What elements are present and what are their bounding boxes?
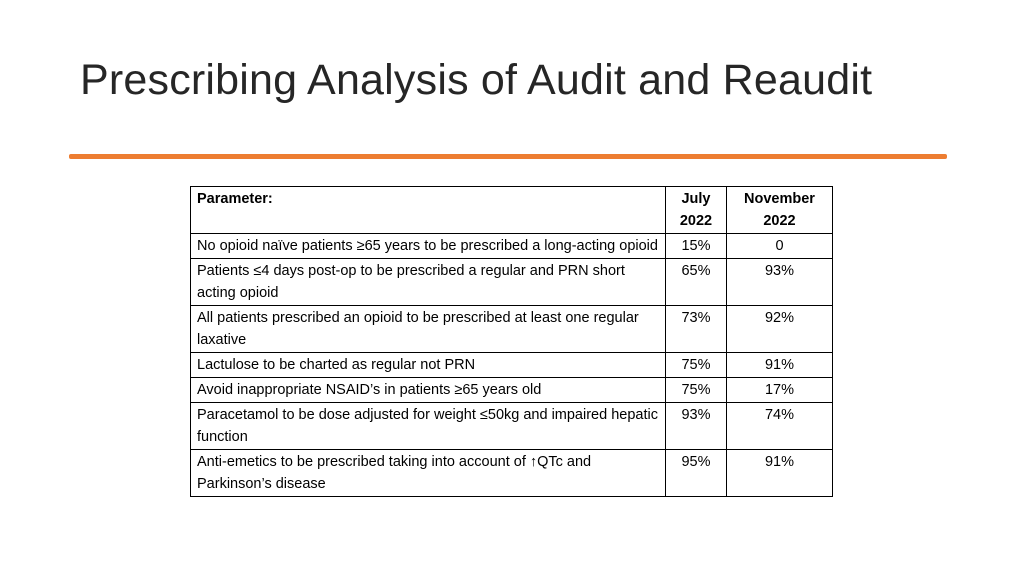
table-row	[191, 403, 833, 450]
row-july-value: 95%	[666, 450, 727, 497]
row-november-value: 93%	[727, 259, 833, 306]
row-july-value: 93%	[666, 403, 727, 450]
table-row	[191, 450, 833, 497]
table-row	[191, 378, 833, 403]
row-november-value: 92%	[727, 306, 833, 353]
table-row	[191, 259, 833, 306]
header-nov-line1: November	[744, 191, 815, 207]
row-july-value: 73%	[666, 306, 727, 353]
row-november-value: 91%	[727, 450, 833, 497]
audit-table	[190, 186, 833, 497]
header-july-2022	[666, 187, 727, 234]
table-row	[191, 306, 833, 353]
header-parameter	[191, 187, 666, 234]
title-underline	[69, 154, 947, 159]
row-parameter: No opioid naïve patients ≥65 years to be prescribed a long-acting opioid	[191, 234, 666, 259]
row-november-value: 91%	[727, 353, 833, 378]
header-november-2022	[727, 187, 833, 234]
header-july-line2: 2022	[679, 213, 713, 229]
row-july-value: 15%	[666, 234, 727, 259]
table-row	[191, 353, 833, 378]
row-parameter: Lactulose to be charted as regular not PRN	[191, 353, 666, 378]
header-parameter-label: Parameter:	[197, 191, 273, 207]
row-july-value: 65%	[666, 259, 727, 306]
row-november-value: 0	[727, 234, 833, 259]
row-parameter: Paracetamol to be dose adjusted for weight ≤50kg and impaired hepatic function	[191, 403, 666, 450]
table-row	[191, 234, 833, 259]
row-parameter: Patients ≤4 days post-op to be prescribed a regular and PRN short acting opioid	[191, 259, 666, 306]
row-november-value: 74%	[727, 403, 833, 450]
row-parameter: All patients prescribed an opioid to be prescribed at least one regular laxative	[191, 306, 666, 353]
row-november-value: 17%	[727, 378, 833, 403]
slide-title: Prescribing Analysis of Audit and Reaudit	[80, 56, 873, 104]
row-july-value: 75%	[666, 353, 727, 378]
row-july-value: 75%	[666, 378, 727, 403]
row-parameter: Anti-emetics to be prescribed taking into account of ↑QTc and Parkinson’s disease	[191, 450, 666, 497]
header-nov-line2: 2022	[763, 213, 796, 229]
header-july-line1: July	[681, 191, 711, 207]
row-parameter: Avoid inappropriate NSAID’s in patients ≥65 years old	[191, 378, 666, 403]
table-header-row	[191, 187, 833, 234]
